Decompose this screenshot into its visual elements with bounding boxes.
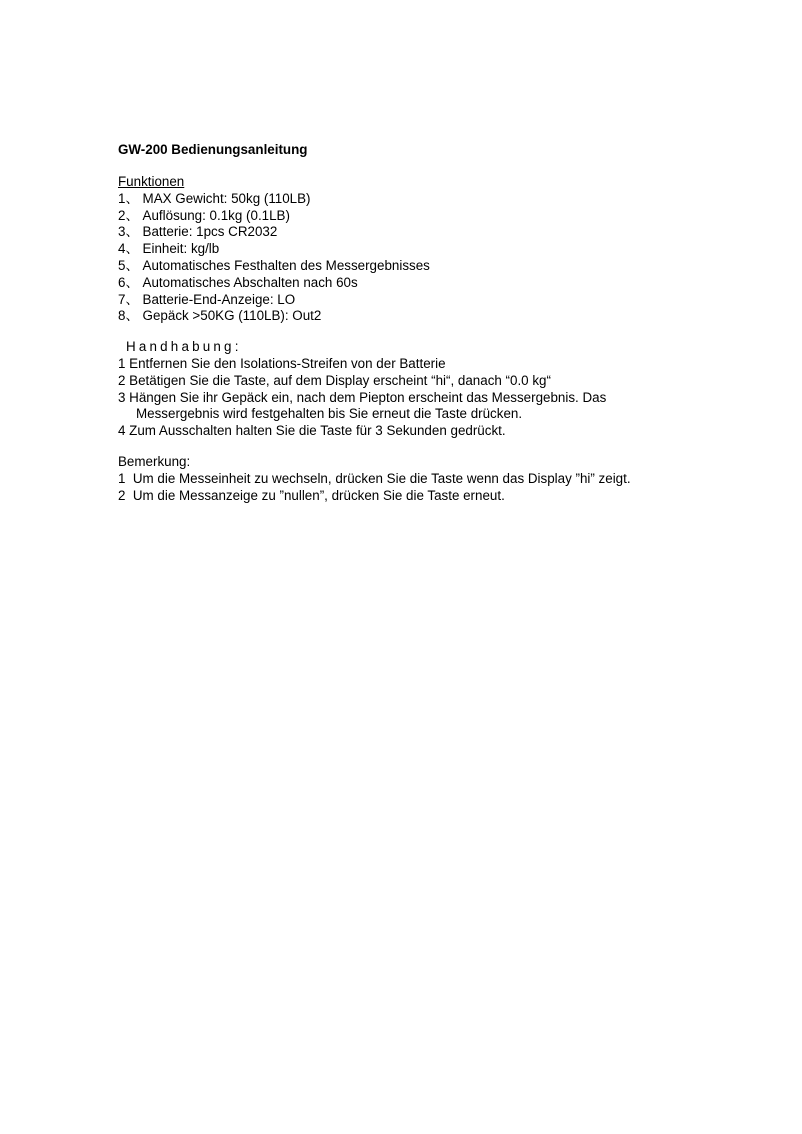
document-title: GW-200 Bedienungsanleitung <box>118 142 308 157</box>
function-item: 1、 MAX Gewicht: 50kg (110LB) <box>118 190 311 206</box>
handling-item: 1 Entfernen Sie den Isolations-Streifen von der Batterie <box>118 355 446 371</box>
document-page <box>118 142 738 504</box>
handling-item: 3 Hängen Sie ihr Gepäck ein, nach dem Piepton erscheint das Messergebnis. Das <box>118 389 607 405</box>
spacer <box>118 159 738 174</box>
function-item: 5、 Automatisches Festhalten des Messergebnisses <box>118 257 430 273</box>
functions-section <box>118 174 738 325</box>
functions-heading: Funktionen <box>118 174 185 189</box>
handling-item: 2 Betätigen Sie die Taste, auf dem Display erscheint “hi“, danach “0.0 kg“ <box>118 372 551 388</box>
handling-heading: Handhabung: <box>126 339 242 355</box>
remarks-section <box>118 454 738 504</box>
remark-item: 1 Um die Messeinheit zu wechseln, drücken Sie die Taste wenn das Display ”hi” zeigt. <box>118 470 631 486</box>
handling-section <box>118 339 738 440</box>
function-item: 7、 Batterie-End-Anzeige: LO <box>118 291 296 307</box>
handling-item-continuation: Messergebnis wird festgehalten bis Sie erneut die Taste drücken. <box>136 406 523 422</box>
spacer <box>118 440 738 454</box>
remarks-heading: Bemerkung: <box>118 453 191 469</box>
spacer <box>118 325 738 339</box>
function-item: 3、 Batterie: 1pcs CR2032 <box>118 224 278 240</box>
handling-item: 4 Zum Ausschalten halten Sie die Taste für 3 Sekunden gedrückt. <box>118 423 506 439</box>
remark-item: 2 Um die Messanzeige zu ”nullen”, drücken Sie die Taste erneut. <box>118 487 505 503</box>
function-item: 6、 Automatisches Abschalten nach 60s <box>118 274 358 290</box>
function-item: 2、 Auflösung: 0.1kg (0.1LB) <box>118 207 290 223</box>
function-item: 8、 Gepäck >50KG (110LB): Out2 <box>118 308 322 324</box>
function-item: 4、 Einheit: kg/lb <box>118 241 220 257</box>
